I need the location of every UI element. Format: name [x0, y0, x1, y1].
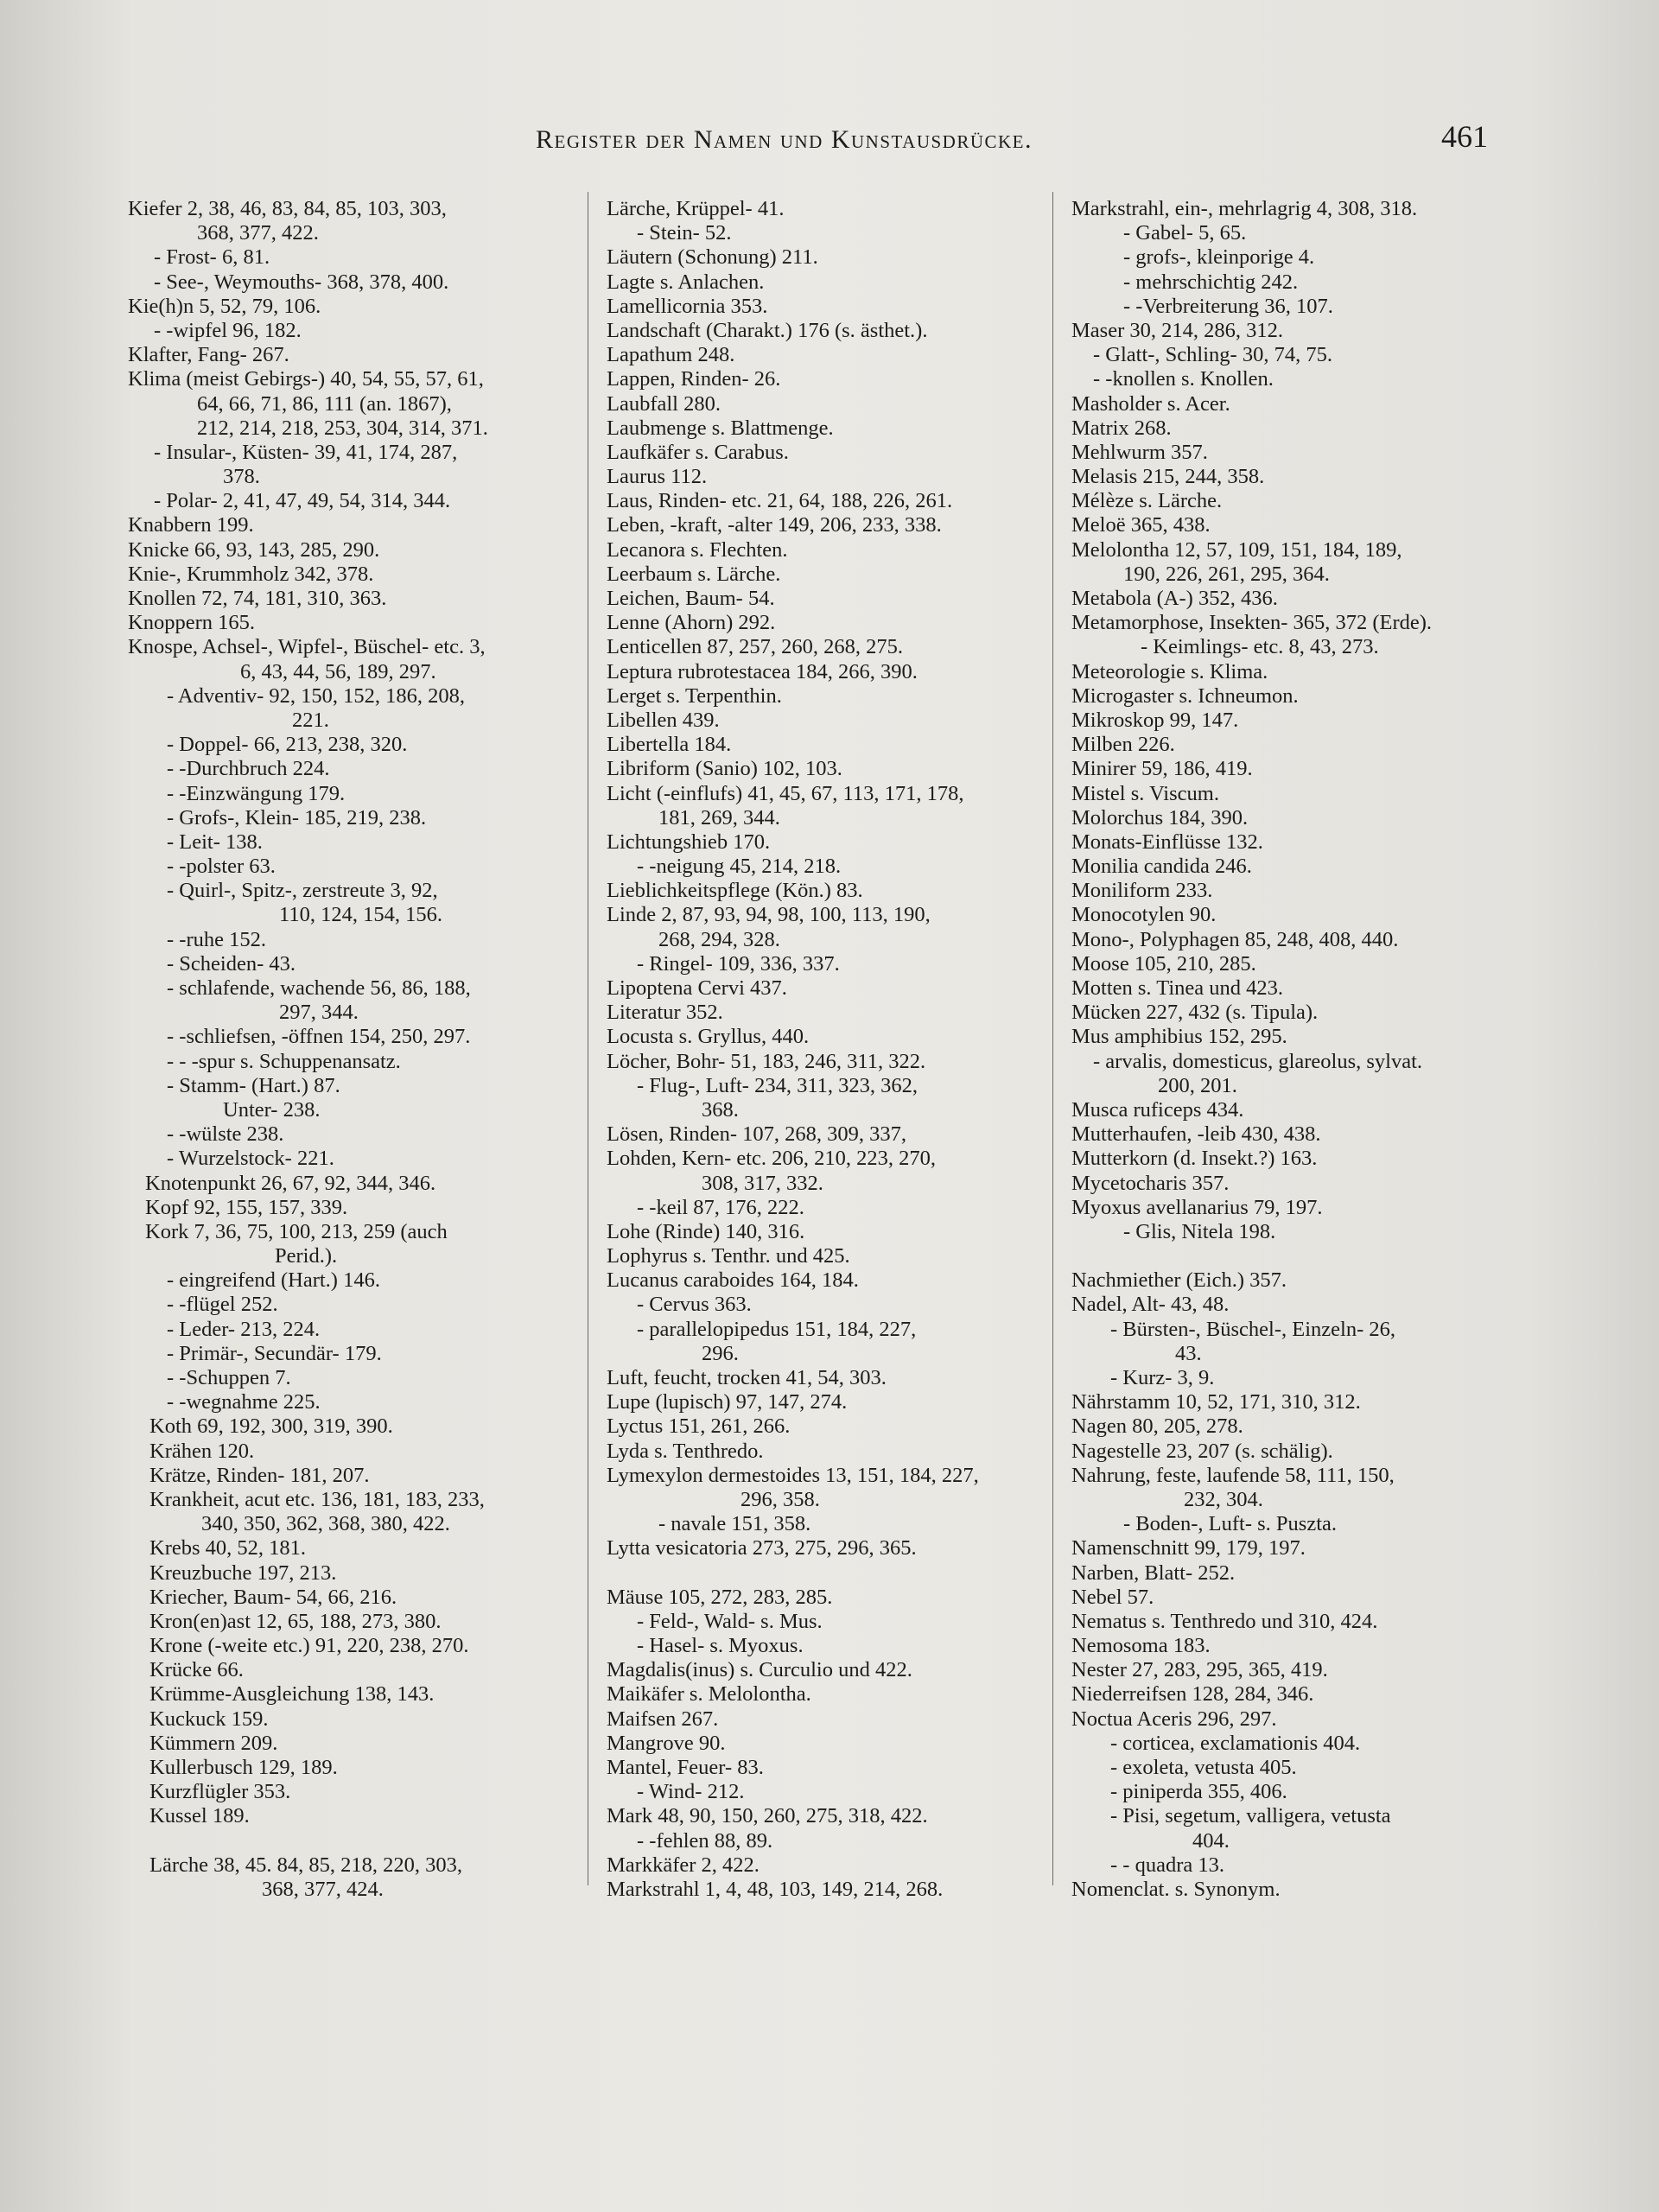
index-entry: Nomenclat. s. Synonym. — [1071, 1877, 1281, 1901]
index-entry: Matrix 268. — [1071, 416, 1172, 440]
index-entry: Maikäfer s. Melolontha. — [607, 1682, 811, 1707]
index-entry: Mus amphibius 152, 295. — [1071, 1025, 1287, 1049]
index-entry: Milben 226. — [1071, 733, 1175, 757]
index-entry: Krücke 66. — [149, 1658, 244, 1682]
index-entry: Klima (meist Gebirgs-) 40, 54, 55, 57, 61, — [128, 367, 484, 391]
index-entry: - See-, Weymouths- 368, 378, 400. — [154, 270, 449, 294]
index-entry: Molorchus 184, 390. — [1071, 805, 1249, 830]
page-number: 461 — [1441, 119, 1488, 154]
index-entry: - -ruhe 152. — [167, 927, 266, 951]
index-entry: Melolontha 12, 57, 109, 151, 184, 189, — [1071, 537, 1402, 562]
index-entry: Maser 30, 214, 286, 312. — [1071, 318, 1283, 342]
index-entry: Masholder s. Acer. — [1071, 391, 1230, 416]
index-entry: 368. — [702, 1097, 739, 1122]
index-entry: Mutterkorn (d. Insekt.?) 163. — [1071, 1147, 1318, 1171]
index-entry: Locusta s. Gryllus, 440. — [607, 1025, 810, 1049]
index-entry: Kopf 92, 155, 157, 339. — [145, 1195, 348, 1219]
index-entry: - Frost- 6, 81. — [154, 245, 270, 270]
index-entry: Lagte s. Anlachen. — [607, 270, 765, 294]
index-entry: - -neigung 45, 214, 218. — [637, 855, 842, 879]
index-entry: Nahrung, feste, laufende 58, 111, 150, — [1071, 1463, 1395, 1487]
index-entry: - Stein- 52. — [637, 221, 732, 245]
index-entry: Knie-, Krummholz 342, 378. — [128, 562, 374, 586]
index-entry: - Wurzelstock- 221. — [167, 1147, 334, 1171]
index-entry: Lappen, Rinden- 26. — [607, 367, 781, 391]
index-entry: Kurzflügler 353. — [149, 1780, 291, 1804]
index-entry: Mäuse 105, 272, 283, 285. — [607, 1585, 833, 1609]
index-entry: Krankheit, acut etc. 136, 181, 183, 233, — [149, 1487, 485, 1511]
index-entry: - Scheiden- 43. — [167, 951, 296, 976]
entry-gap — [1071, 1244, 1521, 1268]
index-entry: Microgaster s. Ichneumon. — [1071, 683, 1299, 708]
index-entry: Läutern (Schonung) 211. — [607, 245, 818, 270]
index-entry: 43. — [1175, 1341, 1202, 1365]
index-entry: Linde 2, 87, 93, 94, 98, 100, 113, 190, — [607, 903, 931, 927]
index-entry: Maifsen 267. — [607, 1707, 719, 1731]
index-entry: 368, 377, 422. — [197, 221, 319, 245]
index-entry: - Primär-, Secundär- 179. — [167, 1341, 382, 1365]
running-title: Register der Namen und Kunstausdrücke. — [536, 125, 1033, 154]
index-entry: Lyda s. Tenthredo. — [607, 1439, 764, 1463]
index-entry: Lohden, Kern- etc. 206, 210, 223, 270, — [607, 1147, 937, 1171]
index-entry: - Wind- 212. — [637, 1780, 745, 1804]
index-entry: Markstrahl 1, 4, 48, 103, 149, 214, 268. — [607, 1877, 944, 1901]
index-entry: Kreuzbuche 197, 213. — [149, 1560, 337, 1585]
index-entry: Nester 27, 283, 295, 365, 419. — [1071, 1658, 1328, 1682]
index-entry: Nemosoma 183. — [1071, 1634, 1211, 1658]
index-entry: Namenschnitt 99, 179, 197. — [1071, 1536, 1306, 1560]
index-entry: - Hasel- s. Myoxus. — [637, 1634, 804, 1658]
index-entry: - Grofs-, Klein- 185, 219, 238. — [167, 805, 427, 830]
index-entry: Libriform (Sanio) 102, 103. — [607, 757, 842, 781]
column-divider — [1052, 192, 1053, 1885]
index-entry: - -flügel 252. — [167, 1293, 278, 1317]
index-entry: - eingreifend (Hart.) 146. — [167, 1268, 380, 1293]
index-entry: Monilia candida 246. — [1071, 855, 1252, 879]
index-entry: 200, 201. — [1158, 1073, 1237, 1097]
index-entry: Metabola (A-) 352, 436. — [1071, 587, 1278, 610]
index-entry: Libellen 439. — [607, 708, 720, 732]
index-entry: Leptura rubrotestacea 184, 266, 390. — [607, 659, 918, 683]
index-entry: Mélèze s. Lärche. — [1071, 489, 1223, 513]
index-entry: - Bürsten-, Büschel-, Einzeln- 26, — [1110, 1317, 1395, 1341]
index-entry: Laubmenge s. Blattmenge. — [607, 416, 834, 440]
index-entry: - Polar- 2, 41, 47, 49, 54, 314, 344. — [154, 489, 451, 513]
index-entry: - Leit- 138. — [167, 830, 263, 854]
index-entry: Musca ruficeps 434. — [1071, 1097, 1244, 1122]
index-entry: Lipoptena Cervi 437. — [607, 976, 787, 1000]
index-entry: Monocotylen 90. — [1071, 903, 1217, 927]
index-entry: Kullerbusch 129, 189. — [149, 1756, 338, 1779]
index-entry: Mantel, Feuer- 83. — [607, 1756, 764, 1779]
index-entry: Literatur 352. — [607, 1001, 723, 1025]
index-entry: Laubfall 280. — [607, 391, 721, 416]
index-entry: - Gabel- 5, 65. — [1123, 221, 1247, 245]
index-entry: Minirer 59, 186, 419. — [1071, 757, 1253, 781]
index-entry: Knollen 72, 74, 181, 310, 363. — [128, 587, 387, 610]
index-entry: - Leder- 213, 224. — [167, 1317, 321, 1341]
index-entry: Lerget s. Terpenthin. — [607, 683, 782, 708]
index-entry: - Glis, Nitela 198. — [1123, 1219, 1276, 1243]
index-entry: Lieblichkeitspflege (Kön.) 83. — [607, 879, 863, 903]
index-entry: Mücken 227, 432 (s. Tipula). — [1071, 1001, 1319, 1025]
index-entry: - Doppel- 66, 213, 238, 320. — [167, 733, 408, 757]
index-entry: Laus, Rinden- etc. 21, 64, 188, 226, 261. — [607, 489, 953, 513]
index-entry: - piniperda 355, 406. — [1110, 1780, 1287, 1804]
index-entry: - - -spur s. Schuppenansatz. — [167, 1049, 401, 1073]
index-entry: - Cervus 363. — [637, 1293, 752, 1317]
index-entry: Narben, Blatt- 252. — [1071, 1560, 1236, 1585]
index-entry: - grofs-, kleinporige 4. — [1123, 245, 1315, 270]
index-entry: Meloë 365, 438. — [1071, 513, 1211, 537]
index-entry: - -fehlen 88, 89. — [637, 1828, 773, 1853]
index-entry: Meteorologie s. Klima. — [1071, 659, 1268, 683]
index-entry: Nematus s. Tenthredo und 310, 424. — [1071, 1609, 1378, 1633]
index-entry: - Feld-, Wald- s. Mus. — [637, 1609, 823, 1633]
index-entry: Kussel 189. — [149, 1804, 250, 1828]
index-entry: Noctua Aceris 296, 297. — [1071, 1707, 1277, 1731]
index-entry: Lärche 38, 45. 84, 85, 218, 220, 303, — [149, 1853, 462, 1877]
index-entry: Leerbaum s. Lärche. — [607, 562, 781, 586]
index-entry: - corticea, exclamationis 404. — [1110, 1731, 1361, 1755]
index-entry: Nährstamm 10, 52, 171, 310, 312. — [1071, 1390, 1361, 1414]
index-entry: Landschaft (Charakt.) 176 (s. ästhet.). — [607, 318, 928, 342]
index-entry: Libertella 184. — [607, 733, 732, 757]
index-entry: - schlafende, wachende 56, 86, 188, — [167, 976, 471, 1000]
index-entry: - -polster 63. — [167, 855, 276, 879]
index-entry: - - quadra 13. — [1110, 1853, 1224, 1877]
index-entry: Lyctus 151, 261, 266. — [607, 1414, 791, 1439]
index-entry: - -Einzwängung 179. — [167, 781, 346, 805]
index-entry: 340, 350, 362, 368, 380, 422. — [201, 1512, 450, 1536]
index-entry: - Ringel- 109, 336, 337. — [637, 951, 840, 976]
index-entry: - exoleta, vetusta 405. — [1110, 1756, 1297, 1779]
index-entry: Kork 7, 36, 75, 100, 213, 259 (auch — [145, 1219, 448, 1243]
index-entry: - Keimlings- etc. 8, 43, 273. — [1141, 635, 1379, 659]
index-entry: Niederreifsen 128, 284, 346. — [1071, 1682, 1314, 1707]
index-entry: - -keil 87, 176, 222. — [637, 1195, 804, 1219]
index-entry: Motten s. Tinea und 423. — [1071, 976, 1284, 1000]
index-entry: Lytta vesicatoria 273, 275, 296, 365. — [607, 1536, 917, 1560]
index-entry: 190, 226, 261, 295, 364. — [1123, 562, 1330, 586]
index-entry: Lärche, Krüppel- 41. — [607, 197, 785, 220]
index-entry: 368, 377, 424. — [262, 1877, 384, 1901]
index-entry: 268, 294, 328. — [658, 927, 780, 951]
index-entry: - mehrschichtig 242. — [1123, 270, 1299, 294]
index-entry: - Pisi, segetum, valligera, vetusta — [1110, 1804, 1391, 1828]
index-entry: Knotenpunkt 26, 67, 92, 344, 346. — [145, 1171, 436, 1195]
index-entry: 404. — [1192, 1828, 1230, 1853]
index-entry: Mono-, Polyphagen 85, 248, 408, 440. — [1071, 927, 1399, 951]
index-entry: Mangrove 90. — [607, 1731, 726, 1755]
index-entry: Melasis 215, 244, 358. — [1071, 465, 1265, 489]
page-header — [0, 119, 1659, 160]
index-entry: Licht (-einflufs) 41, 45, 67, 113, 171, 178, — [607, 781, 964, 805]
index-entry: Moniliform 233. — [1071, 879, 1213, 903]
index-entry: Lophyrus s. Tenthr. und 425. — [607, 1244, 850, 1268]
index-entry: - -schliefsen, -öffnen 154, 250, 297. — [167, 1025, 471, 1049]
index-entry: Mycetocharis 357. — [1071, 1171, 1230, 1195]
index-entry: 297, 344. — [279, 1001, 359, 1025]
index-column-2 — [607, 197, 1047, 1902]
entry-gap — [128, 1829, 577, 1853]
index-entry: - -wipfel 96, 182. — [154, 318, 302, 342]
index-entry: Lichtungshieb 170. — [607, 830, 771, 854]
index-entry: Nagen 80, 205, 278. — [1071, 1414, 1243, 1439]
index-entry: Kiefer 2, 38, 46, 83, 84, 85, 103, 303, — [128, 197, 447, 220]
entry-gap — [607, 1561, 1047, 1586]
index-entry: Nachmiether (Eich.) 357. — [1071, 1268, 1287, 1293]
index-entry: Perid.). — [275, 1244, 338, 1268]
index-entry: Kriecher, Baum- 54, 66, 216. — [149, 1585, 397, 1609]
index-entry: Myoxus avellanarius 79, 197. — [1071, 1195, 1323, 1219]
index-entry: 296, 358. — [741, 1487, 820, 1511]
index-entry: Leben, -kraft, -alter 149, 206, 233, 338. — [607, 513, 942, 537]
index-entry: Mehlwurm 357. — [1071, 440, 1208, 464]
index-entry: Lupe (lupisch) 97, 147, 274. — [607, 1390, 848, 1414]
index-entry: Nagestelle 23, 207 (s. schälig). — [1071, 1439, 1333, 1463]
index-entry: Mistel s. Viscum. — [1071, 781, 1219, 805]
index-entry: Krätze, Rinden- 181, 207. — [149, 1463, 370, 1487]
index-entry: - Stamm- (Hart.) 87. — [167, 1073, 340, 1097]
index-entry: 308, 317, 332. — [702, 1171, 823, 1195]
index-entry: 296. — [702, 1341, 739, 1365]
index-entry: Leichen, Baum- 54. — [607, 587, 775, 610]
index-entry: 232, 304. — [1184, 1487, 1263, 1511]
index-entry: Knabbern 199. — [128, 513, 254, 537]
index-entry: Mark 48, 90, 150, 260, 275, 318, 422. — [607, 1804, 928, 1828]
index-entry: Krümme-Ausgleichung 138, 143. — [149, 1682, 435, 1707]
index-entry: Lapathum 248. — [607, 343, 735, 367]
index-entry: - Boden-, Luft- s. Puszta. — [1123, 1512, 1337, 1536]
index-entry: 6, 43, 44, 56, 189, 297. — [240, 659, 436, 683]
index-column-1 — [128, 197, 577, 1902]
index-entry: - Flug-, Luft- 234, 311, 323, 362, — [637, 1073, 918, 1097]
index-column-3 — [1071, 197, 1521, 1902]
index-entry: Laufkäfer s. Carabus. — [607, 440, 789, 464]
index-entry: Magdalis(inus) s. Curculio und 422. — [607, 1658, 912, 1682]
index-entry: - navale 151, 358. — [658, 1512, 811, 1536]
index-entry: Lenticellen 87, 257, 260, 268, 275. — [607, 635, 903, 659]
index-entry: - Adventiv- 92, 150, 152, 186, 208, — [167, 683, 466, 708]
index-entry: Unter- 238. — [223, 1097, 321, 1122]
index-entry: Kie(h)n 5, 52, 79, 106. — [128, 294, 321, 318]
index-entry: Krähen 120. — [149, 1439, 255, 1463]
index-entry: Nebel 57. — [1071, 1585, 1154, 1609]
index-entry: - arvalis, domesticus, glareolus, sylvat. — [1093, 1049, 1423, 1073]
index-entry: Mutterhaufen, -leib 430, 438. — [1071, 1122, 1321, 1147]
index-entry: Knospe, Achsel-, Wipfel-, Büschel- etc. 3, — [128, 635, 486, 659]
index-entry: - -knollen s. Knollen. — [1093, 367, 1274, 391]
index-entry: Markkäfer 2, 422. — [607, 1853, 760, 1877]
index-entry: Krone (-weite etc.) 91, 220, 238, 270. — [149, 1634, 469, 1658]
index-entry: Monats-Einflüsse 132. — [1071, 830, 1263, 854]
index-entry: Luft, feucht, trocken 41, 54, 303. — [607, 1366, 887, 1389]
index-entry: 221. — [292, 708, 329, 732]
index-entry: - Quirl-, Spitz-, zerstreute 3, 92, — [167, 879, 438, 903]
index-entry: Kuckuck 159. — [149, 1707, 269, 1731]
index-entry: Mikroskop 99, 147. — [1071, 708, 1239, 732]
index-entry: Lucanus caraboides 164, 184. — [607, 1268, 859, 1293]
index-entry: - parallelopipedus 151, 184, 227, — [637, 1317, 917, 1341]
index-entry: Klafter, Fang- 267. — [128, 343, 289, 367]
index-entry: Lohe (Rinde) 140, 316. — [607, 1219, 805, 1243]
index-entry: Lamellicornia 353. — [607, 294, 768, 318]
index-entry: - -wegnahme 225. — [167, 1390, 321, 1414]
index-entry: Laurus 112. — [607, 465, 708, 489]
index-entry: Koth 69, 192, 300, 319, 390. — [149, 1414, 393, 1439]
index-entry: - Kurz- 3, 9. — [1110, 1366, 1215, 1389]
index-entry: 110, 124, 154, 156. — [279, 903, 442, 927]
index-entry: 378. — [223, 465, 260, 489]
index-entry: Knoppern 165. — [128, 611, 255, 635]
index-entry: - Glatt-, Schling- 30, 74, 75. — [1093, 343, 1332, 367]
index-entry: Lösen, Rinden- 107, 268, 309, 337, — [607, 1122, 907, 1147]
index-entry: Moose 105, 210, 285. — [1071, 951, 1256, 976]
index-entry: 212, 214, 218, 253, 304, 314, 371. — [197, 416, 488, 440]
index-entry: Lenne (Ahorn) 292. — [607, 611, 776, 635]
index-entry: Kron(en)ast 12, 65, 188, 273, 380. — [149, 1609, 442, 1633]
index-entry: - Insular-, Küsten- 39, 41, 174, 287, — [154, 440, 458, 464]
index-entry: Lecanora s. Flechten. — [607, 537, 788, 562]
index-entry: Markstrahl, ein-, mehrlagrig 4, 308, 318. — [1071, 197, 1418, 220]
index-entry: 181, 269, 344. — [658, 805, 780, 830]
index-entry: Krebs 40, 52, 181. — [149, 1536, 307, 1560]
index-entry: - -wülste 238. — [167, 1122, 284, 1147]
index-entry: 64, 66, 71, 86, 111 (an. 1867), — [197, 391, 452, 416]
index-entry: Kümmern 209. — [149, 1731, 278, 1755]
index-entry: - -Verbreiterung 36, 107. — [1123, 294, 1333, 318]
index-entry: - -Schuppen 7. — [167, 1366, 291, 1389]
index-entry: Knicke 66, 93, 143, 285, 290. — [128, 537, 380, 562]
index-entry: Metamorphose, Insekten- 365, 372 (Erde). — [1071, 611, 1433, 635]
index-entry: Löcher, Bohr- 51, 183, 246, 311, 322. — [607, 1049, 926, 1073]
index-entry: Lymexylon dermestoides 13, 151, 184, 227, — [607, 1463, 979, 1487]
index-entry: - -Durchbruch 224. — [167, 757, 330, 781]
index-entry: Nadel, Alt- 43, 48. — [1071, 1293, 1230, 1317]
